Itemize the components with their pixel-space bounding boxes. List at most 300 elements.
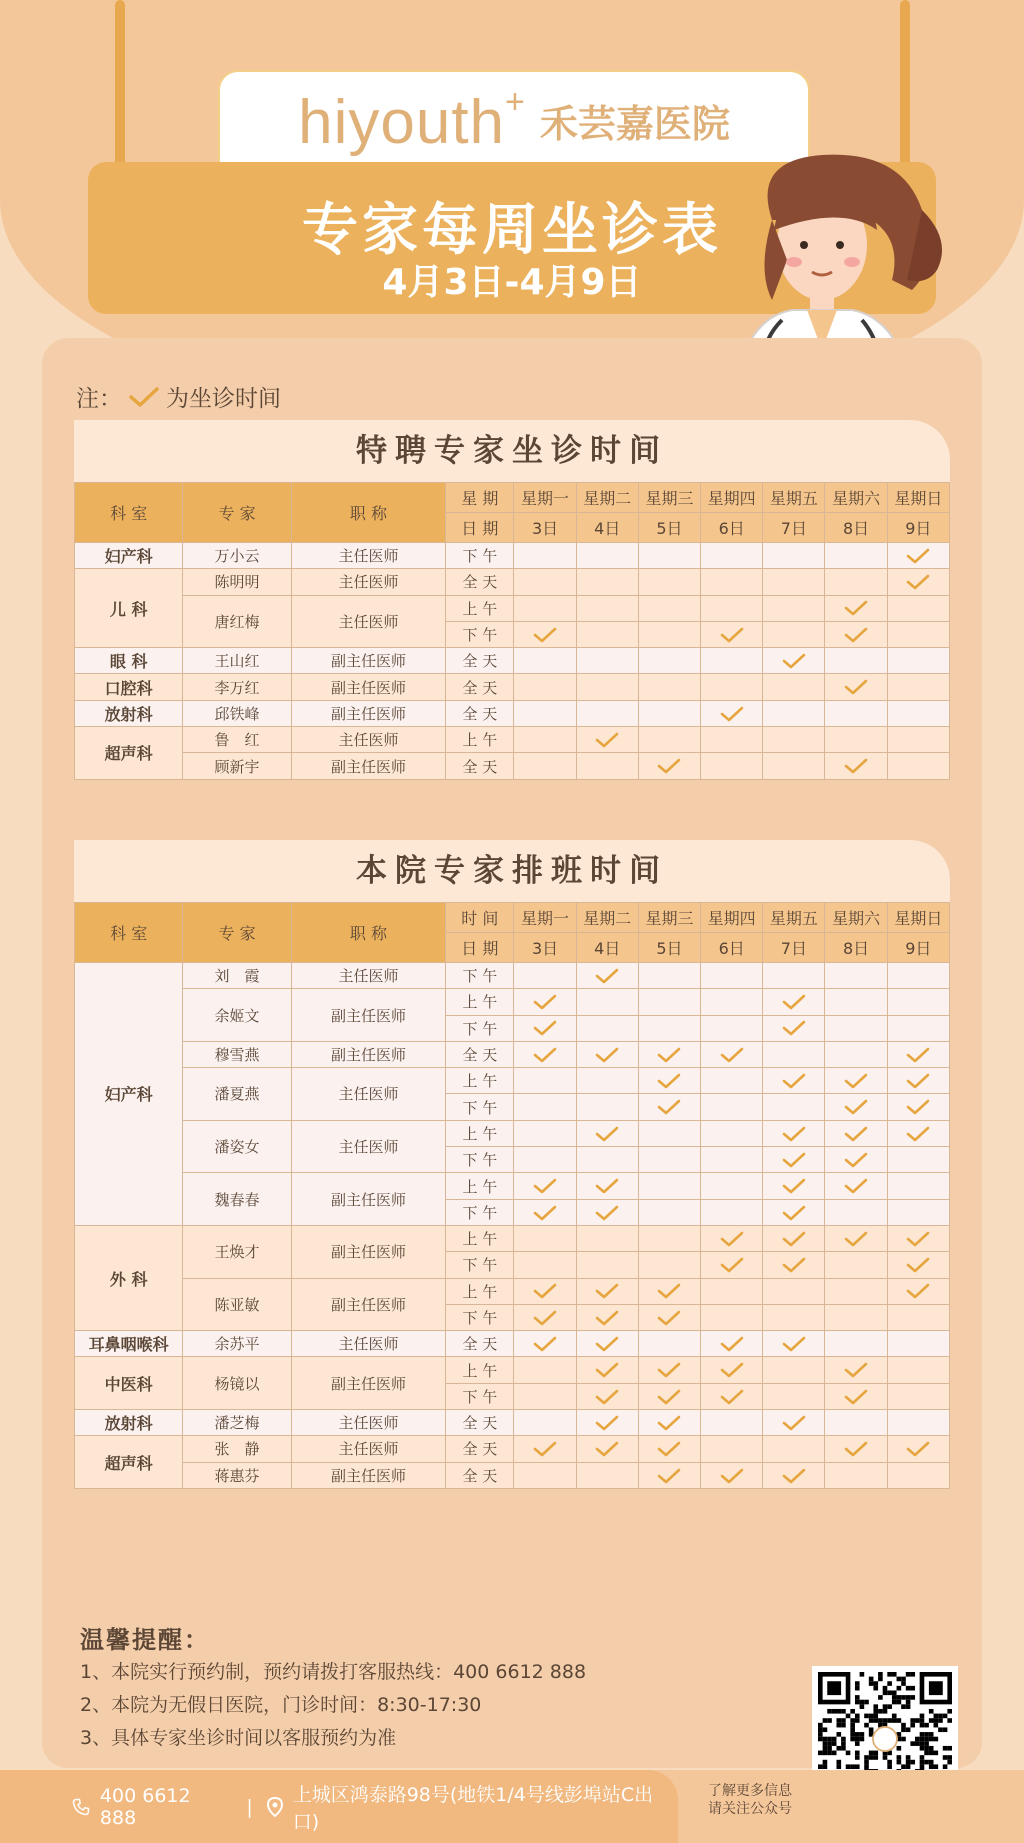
check-icon bbox=[595, 1177, 619, 1195]
check-icon bbox=[595, 731, 619, 749]
footer-separator: | bbox=[246, 1795, 253, 1818]
header-day: 星期三 bbox=[638, 483, 700, 513]
time-slot: 下 午 bbox=[446, 621, 514, 647]
schedule-cell bbox=[825, 1278, 887, 1304]
schedule-cell bbox=[887, 569, 949, 595]
schedule-cell bbox=[763, 1436, 825, 1462]
doctor-title: 副主任医师 bbox=[291, 989, 446, 1042]
header-day: 星期日 bbox=[887, 483, 949, 513]
inhouse-experts-title: 本院专家排班时间 bbox=[74, 840, 950, 902]
schedule-cell bbox=[763, 1462, 825, 1488]
header-week: 时 间 bbox=[446, 903, 514, 933]
dept-cell: 外 科 bbox=[75, 1225, 183, 1330]
check-icon bbox=[906, 1125, 930, 1143]
check-icon bbox=[720, 1046, 744, 1064]
schedule-cell bbox=[638, 621, 700, 647]
time-slot: 下 午 bbox=[446, 1199, 514, 1225]
table-row bbox=[75, 543, 950, 569]
table-row bbox=[75, 1173, 950, 1199]
schedule-cell bbox=[638, 1094, 700, 1120]
table-row bbox=[75, 989, 950, 1015]
doctor-name: 唐红梅 bbox=[183, 595, 291, 648]
header-doctor: 专 家 bbox=[183, 483, 291, 543]
qr-caption bbox=[690, 1782, 810, 1818]
schedule-cell bbox=[825, 727, 887, 753]
tip-item-2: 2、本院为无假日医院，门诊时间：8:30-17:30 bbox=[80, 1694, 482, 1716]
schedule-cell bbox=[763, 1199, 825, 1225]
schedule-cell bbox=[887, 989, 949, 1015]
dept-cell: 中医科 bbox=[75, 1357, 183, 1410]
check-icon bbox=[782, 1151, 806, 1169]
check-icon bbox=[720, 626, 744, 644]
schedule-cell bbox=[638, 1304, 700, 1330]
check-icon bbox=[720, 705, 744, 723]
check-icon bbox=[906, 547, 930, 565]
table-row bbox=[75, 1331, 950, 1357]
schedule-cell bbox=[887, 1357, 949, 1383]
schedule-cell bbox=[887, 1252, 949, 1278]
schedule-cell bbox=[763, 1357, 825, 1383]
table-row bbox=[75, 753, 950, 779]
schedule-cell bbox=[701, 1015, 763, 1041]
check-icon bbox=[844, 599, 868, 617]
check-icon bbox=[595, 1361, 619, 1379]
schedule-cell bbox=[825, 1041, 887, 1067]
schedule-cell bbox=[887, 1199, 949, 1225]
check-icon bbox=[906, 1440, 930, 1458]
note-prefix: 注： bbox=[76, 386, 122, 412]
check-icon bbox=[533, 1440, 557, 1458]
header-date: 8日 bbox=[825, 933, 887, 963]
schedule-cell bbox=[763, 1252, 825, 1278]
check-icon bbox=[595, 1125, 619, 1143]
check-icon bbox=[533, 1204, 557, 1222]
schedule-cell bbox=[887, 1331, 949, 1357]
doctor-title: 主任医师 bbox=[291, 1436, 446, 1462]
doctor-title: 主任医师 bbox=[291, 1120, 446, 1173]
doctor-title: 主任医师 bbox=[291, 1331, 446, 1357]
schedule-cell bbox=[701, 1120, 763, 1146]
header-day: 星期二 bbox=[576, 483, 638, 513]
check-icon bbox=[533, 993, 557, 1011]
schedule-cell bbox=[638, 1383, 700, 1409]
schedule-cell bbox=[576, 1015, 638, 1041]
schedule-cell bbox=[763, 1331, 825, 1357]
header-date: 6日 bbox=[701, 933, 763, 963]
check-icon bbox=[595, 1309, 619, 1327]
schedule-cell bbox=[701, 543, 763, 569]
schedule-cell bbox=[887, 1436, 949, 1462]
schedule-cell bbox=[514, 1173, 576, 1199]
dept-cell: 儿 科 bbox=[75, 569, 183, 648]
time-slot: 上 午 bbox=[446, 595, 514, 621]
doctor-title: 副主任医师 bbox=[291, 1462, 446, 1488]
schedule-cell bbox=[638, 1173, 700, 1199]
table-row bbox=[75, 700, 950, 726]
schedule-cell bbox=[576, 1383, 638, 1409]
schedule-cell bbox=[514, 753, 576, 779]
schedule-cell bbox=[514, 1357, 576, 1383]
page-title: 专家每周坐诊表 bbox=[302, 198, 722, 263]
check-icon bbox=[906, 573, 930, 591]
schedule-cell bbox=[887, 1068, 949, 1094]
check-icon bbox=[595, 1440, 619, 1458]
time-slot: 上 午 bbox=[446, 1120, 514, 1146]
time-slot: 上 午 bbox=[446, 1278, 514, 1304]
check-icon bbox=[595, 1204, 619, 1222]
header-day: 星期六 bbox=[825, 903, 887, 933]
schedule-cell bbox=[763, 595, 825, 621]
table-row bbox=[75, 595, 950, 621]
check-icon bbox=[844, 1230, 868, 1248]
schedule-cell bbox=[514, 595, 576, 621]
footer-phone[interactable]: 400 6612 888 bbox=[99, 1784, 191, 1829]
schedule-cell bbox=[825, 1462, 887, 1488]
schedule-cell bbox=[825, 1436, 887, 1462]
schedule-cell bbox=[887, 1015, 949, 1041]
schedule-cell bbox=[638, 1331, 700, 1357]
schedule-cell bbox=[701, 1410, 763, 1436]
header-day: 星期五 bbox=[763, 903, 825, 933]
schedule-cell bbox=[763, 1304, 825, 1330]
schedule-cell bbox=[514, 700, 576, 726]
header-week: 星 期 bbox=[446, 483, 514, 513]
doctor-title: 主任医师 bbox=[291, 727, 446, 753]
schedule-cell bbox=[638, 1199, 700, 1225]
header-dept: 科 室 bbox=[75, 483, 183, 543]
schedule-cell bbox=[825, 569, 887, 595]
schedule-cell bbox=[514, 1015, 576, 1041]
schedule-cell bbox=[576, 648, 638, 674]
schedule-cell bbox=[576, 1041, 638, 1067]
check-icon bbox=[657, 1440, 681, 1458]
check-icon bbox=[782, 652, 806, 670]
header-date: 6日 bbox=[701, 513, 763, 543]
doctor-name: 邱铁峰 bbox=[183, 700, 291, 726]
schedule-cell bbox=[576, 1068, 638, 1094]
schedule-cell bbox=[763, 700, 825, 726]
check-icon bbox=[844, 1388, 868, 1406]
schedule-cell bbox=[887, 674, 949, 700]
schedule-cell bbox=[638, 1252, 700, 1278]
time-slot: 全 天 bbox=[446, 1331, 514, 1357]
doctor-title: 主任医师 bbox=[291, 595, 446, 648]
tip-item-3: 3、具体专家坐诊时间以客服预约为准 bbox=[80, 1727, 397, 1749]
check-icon bbox=[906, 1282, 930, 1300]
dept-cell: 眼 科 bbox=[75, 648, 183, 674]
doctor-name: 王山红 bbox=[183, 648, 291, 674]
doctor-name: 王焕才 bbox=[183, 1225, 291, 1278]
check-icon bbox=[844, 626, 868, 644]
check-icon bbox=[533, 1309, 557, 1327]
schedule-cell bbox=[825, 1357, 887, 1383]
date-range: 4月3日-4月9日 bbox=[382, 262, 642, 303]
schedule-cell bbox=[763, 1041, 825, 1067]
header-day: 星期五 bbox=[763, 483, 825, 513]
header-date-label: 日 期 bbox=[446, 513, 514, 543]
check-icon bbox=[657, 1309, 681, 1327]
check-icon bbox=[782, 1019, 806, 1037]
check-icon bbox=[533, 1046, 557, 1064]
check-icon bbox=[595, 1414, 619, 1432]
schedule-cell bbox=[887, 1094, 949, 1120]
schedule-cell bbox=[576, 989, 638, 1015]
check-icon bbox=[844, 1072, 868, 1090]
doctor-name: 蒋惠芬 bbox=[183, 1462, 291, 1488]
dept-cell: 耳鼻咽喉科 bbox=[75, 1331, 183, 1357]
doctor-title: 主任医师 bbox=[291, 569, 446, 595]
schedule-cell bbox=[576, 621, 638, 647]
schedule-cell bbox=[576, 963, 638, 989]
schedule-cell bbox=[514, 1436, 576, 1462]
dept-cell: 超声科 bbox=[75, 727, 183, 780]
check-icon bbox=[844, 757, 868, 775]
time-slot: 全 天 bbox=[446, 1410, 514, 1436]
header-date: 9日 bbox=[887, 933, 949, 963]
time-slot: 上 午 bbox=[446, 1225, 514, 1251]
schedule-cell bbox=[576, 595, 638, 621]
schedule-cell bbox=[763, 1068, 825, 1094]
schedule-cell bbox=[763, 1410, 825, 1436]
check-icon bbox=[782, 1177, 806, 1195]
schedule-cell bbox=[825, 1304, 887, 1330]
header-date-label: 日 期 bbox=[446, 933, 514, 963]
table-row bbox=[75, 727, 950, 753]
check-icon bbox=[782, 1335, 806, 1353]
note-text: 为坐诊时间 bbox=[166, 386, 281, 412]
header-day: 星期一 bbox=[514, 903, 576, 933]
schedule-cell bbox=[701, 1252, 763, 1278]
schedule-cell bbox=[887, 727, 949, 753]
doctor-name: 潘芝梅 bbox=[183, 1410, 291, 1436]
check-icon bbox=[128, 385, 160, 409]
schedule-cell bbox=[763, 1173, 825, 1199]
schedule-cell bbox=[763, 727, 825, 753]
footer-address: 上城区鸿泰路98号(地铁1/4号线彭埠站C出口) bbox=[292, 1783, 654, 1833]
schedule-cell bbox=[576, 1199, 638, 1225]
doctor-name: 顾新宇 bbox=[183, 753, 291, 779]
schedule-cell bbox=[887, 963, 949, 989]
schedule-cell bbox=[825, 753, 887, 779]
check-icon bbox=[844, 1440, 868, 1458]
schedule-cell bbox=[825, 543, 887, 569]
schedule-cell bbox=[701, 621, 763, 647]
check-icon bbox=[533, 1282, 557, 1300]
schedule-cell bbox=[701, 1147, 763, 1173]
doctor-title: 副主任医师 bbox=[291, 1278, 446, 1331]
doctor-title: 副主任医师 bbox=[291, 1173, 446, 1226]
table-row bbox=[75, 1041, 950, 1067]
logo-english: hiyouth+ bbox=[298, 82, 526, 157]
check-icon bbox=[782, 1230, 806, 1248]
schedule-cell bbox=[887, 1462, 949, 1488]
schedule-cell bbox=[576, 727, 638, 753]
check-icon bbox=[720, 1361, 744, 1379]
time-slot: 下 午 bbox=[446, 963, 514, 989]
check-icon bbox=[782, 1204, 806, 1222]
dept-cell: 放射科 bbox=[75, 700, 183, 726]
schedule-cell bbox=[638, 1225, 700, 1251]
schedule-cell bbox=[576, 1331, 638, 1357]
check-icon bbox=[657, 1282, 681, 1300]
doctor-name: 鲁 红 bbox=[183, 727, 291, 753]
time-slot: 上 午 bbox=[446, 1173, 514, 1199]
header-date: 5日 bbox=[638, 933, 700, 963]
check-icon bbox=[595, 1335, 619, 1353]
check-icon bbox=[533, 1019, 557, 1037]
schedule-cell bbox=[701, 1357, 763, 1383]
schedule-cell bbox=[887, 1147, 949, 1173]
header-day: 星期三 bbox=[638, 903, 700, 933]
check-icon bbox=[906, 1230, 930, 1248]
schedule-cell bbox=[825, 648, 887, 674]
time-slot: 全 天 bbox=[446, 700, 514, 726]
schedule-cell bbox=[638, 1462, 700, 1488]
schedule-cell bbox=[701, 1173, 763, 1199]
schedule-cell bbox=[701, 569, 763, 595]
check-icon bbox=[782, 1467, 806, 1485]
header-date: 3日 bbox=[514, 513, 576, 543]
schedule-cell bbox=[638, 1147, 700, 1173]
doctor-name: 刘 霞 bbox=[183, 963, 291, 989]
tip-item-1: 1、本院实行预约制，预约请拨打客服热线：400 6612 888 bbox=[80, 1661, 587, 1683]
table-row bbox=[75, 1278, 950, 1304]
legend-note bbox=[76, 380, 281, 413]
check-icon bbox=[906, 1072, 930, 1090]
schedule-cell bbox=[514, 1331, 576, 1357]
time-slot: 全 天 bbox=[446, 648, 514, 674]
schedule-cell bbox=[576, 674, 638, 700]
schedule-cell bbox=[825, 1410, 887, 1436]
special-experts-table bbox=[74, 482, 950, 780]
time-slot: 下 午 bbox=[446, 1015, 514, 1041]
schedule-cell bbox=[514, 1304, 576, 1330]
schedule-cell bbox=[638, 1357, 700, 1383]
header-doctor: 专 家 bbox=[183, 903, 291, 963]
schedule-cell bbox=[576, 753, 638, 779]
time-slot: 上 午 bbox=[446, 727, 514, 753]
schedule-cell bbox=[514, 1068, 576, 1094]
schedule-cell bbox=[825, 1015, 887, 1041]
schedule-cell bbox=[763, 569, 825, 595]
schedule-cell bbox=[514, 1462, 576, 1488]
schedule-cell bbox=[514, 1252, 576, 1278]
header-day: 星期四 bbox=[701, 903, 763, 933]
schedule-cell bbox=[576, 1225, 638, 1251]
schedule-cell bbox=[887, 1304, 949, 1330]
time-slot: 全 天 bbox=[446, 753, 514, 779]
schedule-cell bbox=[887, 700, 949, 726]
schedule-cell bbox=[763, 648, 825, 674]
schedule-cell bbox=[514, 569, 576, 595]
schedule-cell bbox=[514, 1278, 576, 1304]
schedule-cell bbox=[701, 963, 763, 989]
footer-contact bbox=[0, 1770, 678, 1843]
check-icon bbox=[595, 967, 619, 985]
special-experts-title: 特聘专家坐诊时间 bbox=[74, 420, 950, 482]
schedule-cell bbox=[825, 1331, 887, 1357]
schedule-cell bbox=[576, 1462, 638, 1488]
schedule-cell bbox=[825, 1199, 887, 1225]
header-date: 7日 bbox=[763, 513, 825, 543]
schedule-cell bbox=[763, 1383, 825, 1409]
header-day: 星期六 bbox=[825, 483, 887, 513]
header-date: 9日 bbox=[887, 513, 949, 543]
schedule-cell bbox=[576, 1252, 638, 1278]
time-slot: 全 天 bbox=[446, 1041, 514, 1067]
time-slot: 上 午 bbox=[446, 989, 514, 1015]
schedule-cell bbox=[701, 595, 763, 621]
check-icon bbox=[720, 1388, 744, 1406]
header-date: 5日 bbox=[638, 513, 700, 543]
schedule-cell bbox=[576, 1410, 638, 1436]
schedule-cell bbox=[701, 1331, 763, 1357]
schedule-cell bbox=[638, 700, 700, 726]
schedule-cell bbox=[887, 753, 949, 779]
header-date: 3日 bbox=[514, 933, 576, 963]
doctor-name: 潘姿女 bbox=[183, 1120, 291, 1173]
schedule-cell bbox=[514, 621, 576, 647]
schedule-cell bbox=[701, 1068, 763, 1094]
time-slot: 下 午 bbox=[446, 1147, 514, 1173]
schedule-cell bbox=[638, 963, 700, 989]
dept-cell: 口腔科 bbox=[75, 674, 183, 700]
check-icon bbox=[657, 1467, 681, 1485]
check-icon bbox=[844, 678, 868, 696]
schedule-cell bbox=[638, 1436, 700, 1462]
schedule-cell bbox=[701, 648, 763, 674]
schedule-cell bbox=[763, 1225, 825, 1251]
doctor-title: 主任医师 bbox=[291, 543, 446, 569]
dept-cell: 放射科 bbox=[75, 1410, 183, 1436]
schedule-cell bbox=[514, 543, 576, 569]
check-icon bbox=[657, 1072, 681, 1090]
time-slot: 下 午 bbox=[446, 543, 514, 569]
schedule-cell bbox=[514, 1147, 576, 1173]
table-row bbox=[75, 1462, 950, 1488]
schedule-cell bbox=[576, 1357, 638, 1383]
schedule-cell bbox=[825, 700, 887, 726]
header-day: 星期二 bbox=[576, 903, 638, 933]
schedule-cell bbox=[514, 648, 576, 674]
table-row bbox=[75, 1436, 950, 1462]
check-icon bbox=[782, 1125, 806, 1143]
schedule-cell bbox=[576, 1278, 638, 1304]
schedule-cell bbox=[763, 1015, 825, 1041]
table-row bbox=[75, 1120, 950, 1146]
time-slot: 上 午 bbox=[446, 1357, 514, 1383]
schedule-cell bbox=[514, 963, 576, 989]
doctor-title: 主任医师 bbox=[291, 1068, 446, 1121]
schedule-cell bbox=[576, 1436, 638, 1462]
doctor-title: 副主任医师 bbox=[291, 1041, 446, 1067]
dept-cell: 超声科 bbox=[75, 1436, 183, 1489]
inhouse-experts-table bbox=[74, 902, 950, 1489]
schedule-cell bbox=[825, 989, 887, 1015]
schedule-cell bbox=[638, 753, 700, 779]
schedule-cell bbox=[763, 1147, 825, 1173]
doctor-name: 穆雪燕 bbox=[183, 1041, 291, 1067]
schedule-cell bbox=[701, 989, 763, 1015]
schedule-cell bbox=[514, 989, 576, 1015]
check-icon bbox=[657, 1046, 681, 1064]
check-icon bbox=[533, 1335, 557, 1353]
schedule-cell bbox=[514, 674, 576, 700]
doctor-title: 主任医师 bbox=[291, 963, 446, 989]
schedule-cell bbox=[887, 543, 949, 569]
schedule-cell bbox=[638, 1041, 700, 1067]
header-title: 职 称 bbox=[291, 483, 446, 543]
